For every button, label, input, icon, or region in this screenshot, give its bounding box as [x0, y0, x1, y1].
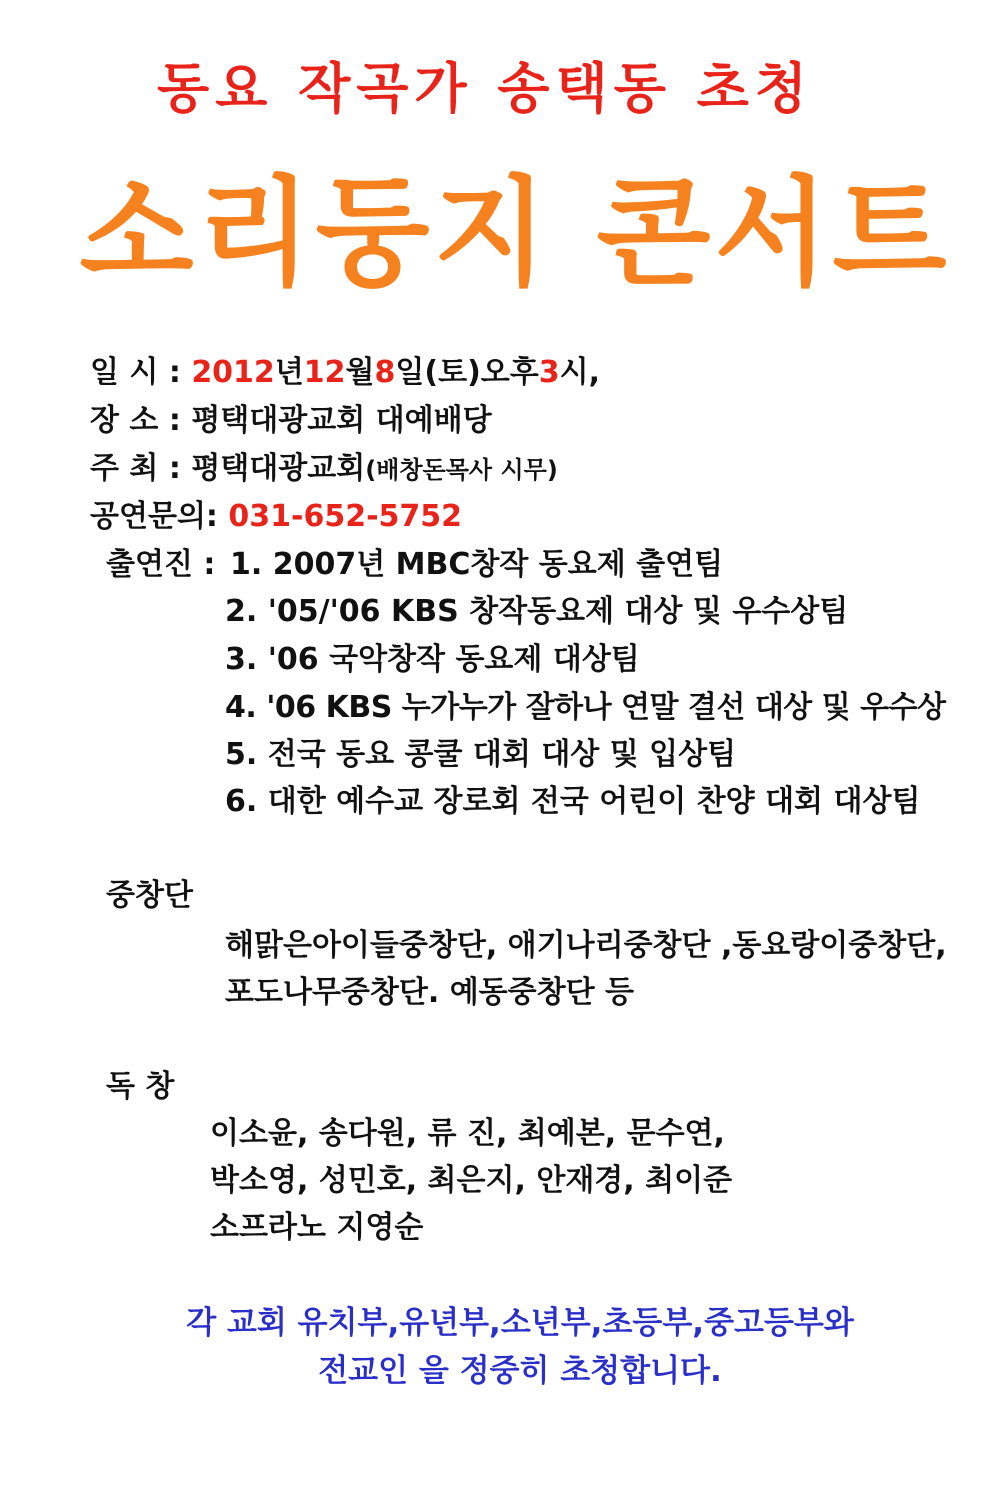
date-day: 8: [374, 355, 396, 390]
date-label: 일 시 :: [90, 355, 181, 390]
solo-line: 소프라노 지영순: [210, 1210, 424, 1245]
date-year: 2012: [191, 355, 275, 390]
place-value: 평택대광교회 대예배당: [191, 403, 492, 438]
choir-line: 해맑은아이들중창단, 애기나리중창단 ,동요랑이중창단,: [225, 928, 947, 963]
performer-item: 5. 전국 동요 콩쿨 대회 대상 및 입상팀: [225, 737, 737, 772]
date-row: [90, 347, 600, 391]
performer-item: 1. 2007년 MBC창작 동요제 출연팀: [230, 547, 724, 582]
performer-item: 3. '06 국악창작 동요제 대상팀: [225, 642, 640, 677]
date-month-unit: 월: [345, 355, 375, 390]
host-row: [90, 443, 558, 487]
inquiry-phone: 031-652-5752: [228, 499, 463, 534]
performer-item: 2. '05/'06 KBS 창작동요제 대상 및 우수상팀: [225, 594, 849, 629]
performer-item: 6. 대한 예수교 장로회 전국 어린이 찬양 대회 대상팀: [225, 784, 921, 819]
place-row: [90, 395, 492, 439]
inquiry-label: 공연문의:: [90, 499, 218, 534]
date-hour-unit: 시,: [559, 355, 601, 390]
performer-item: 4. '06 KBS 누가누가 잘하나 연말 결선 대상 및 우수상: [225, 690, 946, 725]
host-value: 평택대광교회: [191, 451, 366, 486]
inquiry-row: [90, 491, 462, 535]
closing-line: 각 교회 유치부,유년부,소년부,초등부,중고등부와: [186, 1305, 854, 1341]
date-day-unit: 일(토)오후: [395, 355, 539, 390]
page-title: 소리둥지 콘서트: [79, 164, 951, 302]
closing-line: 전교인 을 정중히 초청합니다.: [318, 1353, 722, 1389]
solo-line: 이소윤, 송다원, 류 진, 최예본, 문수연,: [210, 1116, 725, 1151]
date-hour: 3: [538, 355, 560, 390]
choir-line: 포도나무중창단. 예동중창단 등: [225, 975, 635, 1010]
host-label: 주 최 :: [90, 451, 181, 486]
solo-line: 박소영, 성민호, 최은지, 안재경, 최이준: [210, 1163, 733, 1198]
subtitle: 동요 작곡가 송택동 초청: [156, 57, 814, 120]
date-month: 12: [303, 355, 346, 390]
performers-label: 출연진 :: [106, 547, 216, 582]
place-label: 장 소 :: [90, 403, 181, 438]
choir-label: 중창단: [106, 878, 193, 913]
date-year-unit: 년: [274, 355, 304, 390]
solo-label: 독 창: [106, 1069, 175, 1104]
host-note: (배창돈목사 시무): [365, 456, 558, 484]
